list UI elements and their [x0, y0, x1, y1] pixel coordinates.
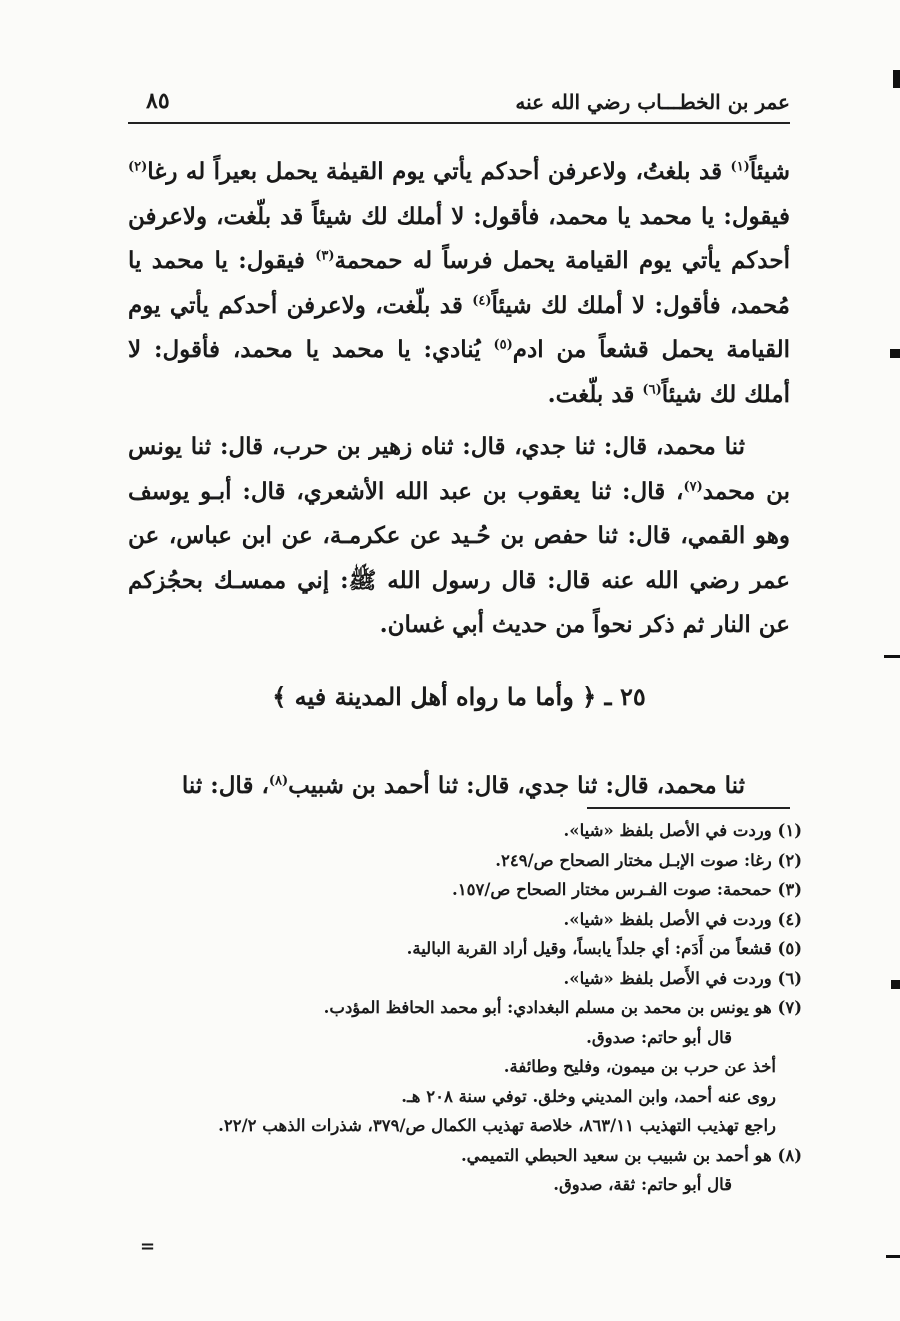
footnote-ref-3: (٣) [315, 248, 335, 264]
footnote-4: (٤) وردت في الأصل بلفظ «شيا». [563, 909, 802, 929]
footnote-7-line: قال أبو حاتم: صدوق. [586, 1027, 732, 1047]
text-run: ، قال: ثنا يعقوب بن عبد الله الأشعري، قال: أبـو يوسف وهو القمي، قال: ثنا حفص بن حُـيد عن عكرمـة، عن ابن عباس، عن عمر رضي الله عنه قال: قال رسول الله ﷺ: إني ممسـك بحجُزكم عن النار ثم ذكر نحواً من حديث أبي غسان. [128, 477, 790, 638]
text-run: قد بلغتُ، ولاعرفن أحدكم يأتي يوم القيمٰة يحمل بعيراً له رغا [147, 158, 731, 185]
footnote-1: (١) وردت في الأصل بلفظ «شيا». [563, 821, 802, 840]
footnote-2: (٢) رغا: صوت الإبـل مختار الصحاح ص/٢٤٩. [495, 850, 802, 870]
text-run: قد بلّغت. [547, 380, 643, 408]
footnote-ref-8: (٨) [268, 773, 289, 789]
footnote-7: (٧) هو يونس بن محمد بن مسلم البغدادي: أبو محمد الحافظ المؤدب. [323, 998, 802, 1017]
footnotes [128, 816, 802, 1200]
text-run: ، قال: ثنا [181, 772, 269, 799]
footnote-ref-7: (٧) [683, 478, 703, 494]
paragraph-3 [128, 764, 790, 809]
continuation-mark: = [140, 1236, 156, 1257]
text-run: ثنا محمد، قال: ثنا جدي، قال: ثنا أحمد بن شبيب [288, 772, 745, 799]
footnote-3: (٣) حمحمة: صوت الفـرس مختار الصحاح ص/١٥٧. [452, 880, 802, 899]
section-heading: ٢٥ ـ ﴿ وأما ما رواه أهل المدينة فيه ﴾ [272, 682, 646, 711]
footnote-ref-5: (٥) [493, 337, 513, 353]
text-run: فيقول: يا محمد يا محمد، فأقول: لا أملك لك شيئاً قد بلّغت، ولاعرفن أحدكم يأتي يوم القيامة يحمل فرساً له حمحمة [128, 202, 790, 274]
footnote-5: (٥) قشعاً من أَدَم: أي جلداً يابساً، وقيل أراد القربة البالية. [406, 939, 802, 958]
footnote-ref-1: (١) [730, 159, 750, 175]
footnote-6: (٦) وردت في الأَصل بلفظ «شيا». [563, 968, 802, 988]
footnote-8: (٨) هو أحمد بن شبيب بن سعيد الحبطي التميمي. [460, 1145, 802, 1165]
text-run: قد بلّغت، ولاعرفن أحدكم يأتي يوم القيامة يحمل قشعاً من ادم [128, 291, 790, 363]
running-title: عمر بن الخطـــاب رضي الله عنه [515, 90, 790, 114]
footnote-7-line: روى عنه أحمد، وابن المديني وخلق. توفي سنة ٢٠٨ هـ. [401, 1086, 776, 1106]
footnote-ref-2: (٢) [128, 159, 148, 175]
paragraph-1 [128, 150, 790, 417]
page-number: ٨٥ [146, 88, 170, 114]
scan-edge-mark [884, 655, 900, 658]
footnote-7-line: أخذ عن حرب بن ميمون، وفليح وطائفة. [503, 1057, 776, 1076]
footnote-ref-6: (٦) [642, 381, 662, 397]
scan-edge-mark [890, 349, 900, 358]
footnote-separator [587, 807, 790, 809]
paragraph-2 [128, 425, 790, 648]
page-header [128, 88, 790, 124]
footnote-7-references: راجع تهذيب التهذيب ٨٦٣/١١، خلاصة تهذيب الكمال ص/٣٧٩، شذرات الذهب ٢٢/٢. [218, 1116, 776, 1135]
text-run: فيقول: يا محمد يا مُحمد، فأقول: لا أملك لك شيئاً [128, 247, 790, 319]
text-run: شيئاً [749, 158, 790, 185]
footnote-8-line: قال أبو حاتم: ثقة، صدوق. [553, 1175, 732, 1194]
text-run: ثنا محمد، قال: ثنا جدي، قال: ثناه زهير بن حرب، قال: ثنا يونس بن محمد [128, 433, 790, 505]
scan-edge-mark [893, 70, 900, 88]
scan-edge-mark [886, 1255, 900, 1258]
scan-edge-mark [891, 980, 900, 989]
text-run: يُنادي: يا محمد يا محمد، فأقول: لا أملك لك شيئاً [128, 336, 790, 408]
footnote-ref-4: (٤) [472, 292, 492, 308]
